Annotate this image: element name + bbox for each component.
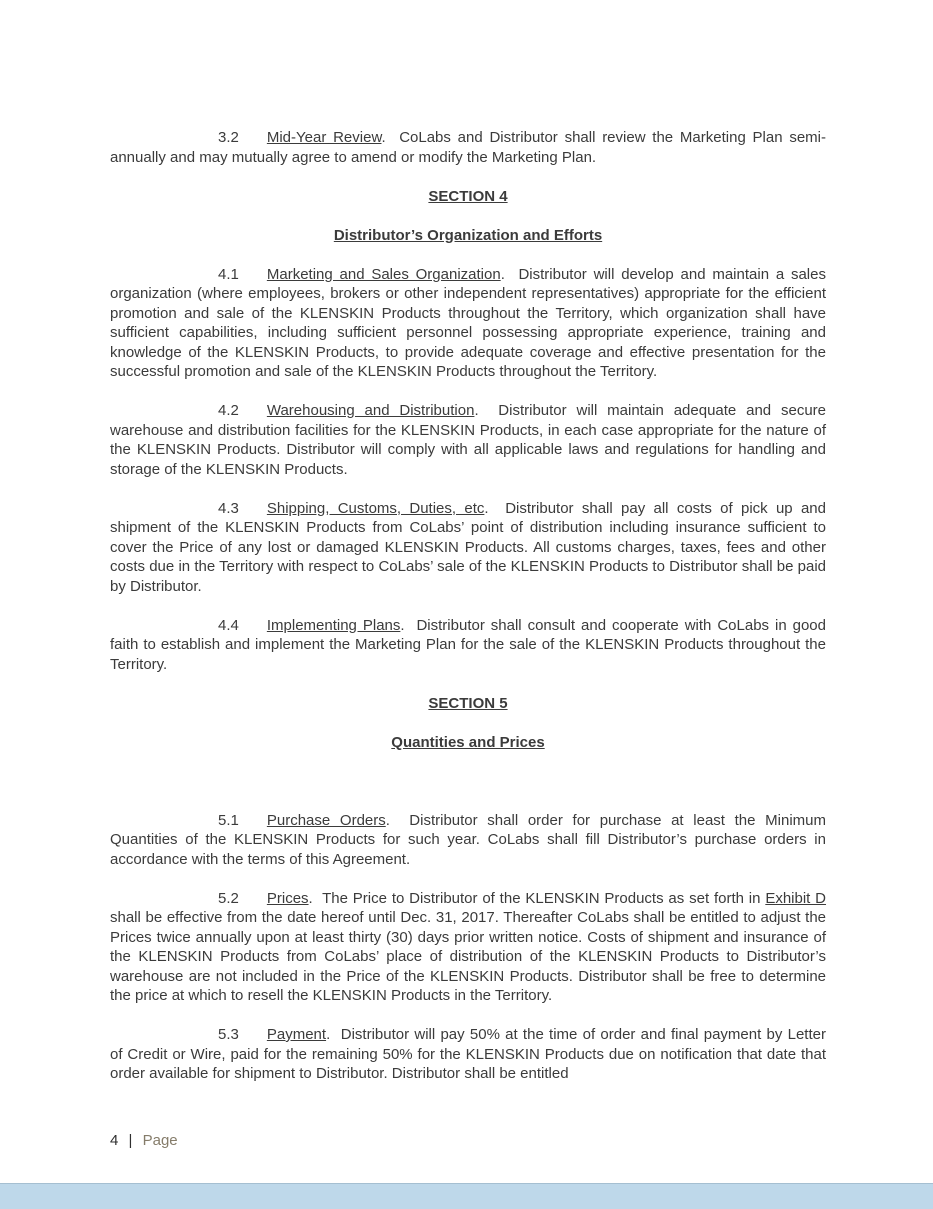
clause-number: 4.3 [218, 499, 239, 517]
clause-number: 5.3 [218, 1026, 239, 1043]
clause-title: Implementing Plans [266, 616, 401, 634]
clause-5-1: 5.1 Purchase Orders. Distributor shall order for purchase at least the Minimum Quantities of the KLENSKIN Products for such year. CoLabs shall fill Distributor’s purchase orders in accordance with the terms of this Agreement. [110, 811, 826, 868]
footer-page-number: 4 [110, 1132, 119, 1149]
clause-number: 3.2 [218, 129, 239, 146]
clause-body: The Price to Distributor of the KLENSKIN Products as set forth in Exhibit D shall be effective from the date hereof until Dec. 31, 2017. Thereafter CoLabs shall be entitled to adjust the Prices twice annually upon at least thirty (30) days prior written notice. Costs of shipment and insurance of the KLENSKIN Products from CoLabs’ place of distribution of the KLENSKIN Products to Distributor’s warehouse are not included in the Price of the KLENSKIN Products. Distributor shall be free to determine the price at which to resell the KLENSKIN Products in the Territory. [110, 889, 827, 1004]
clause-body: Distributor will maintain adequate and secure warehouse and distribution facilities for the KLENSKIN Products, in each case appropriate for the nature of the KLENSKIN Products. Distributor will comply with all applicable laws and regulations for handling and storage of the KLENSKIN Products. [110, 402, 826, 478]
clause-4-1: 4.1 Marketing and Sales Organization. Distributor will develop and maintain a sales organization (where employees, brokers or other independent representatives) appropriate for the efficient promotion and sale of the KLENSKIN Products throughout the Territory, which organization shall have sufficient capabilities, including sufficient personnel possessing appropriate experience, training and knowledge of the KLENSKIN Products, to provide adequate coverage and effective presentation for the successful promotion and sale of the KLENSKIN Products throughout the Territory. [110, 265, 826, 380]
blank-line [110, 772, 826, 792]
clause-title: Warehousing and Distribution [266, 402, 475, 419]
footer-page-label: Page [142, 1132, 178, 1149]
clause-number: 5.2 [218, 889, 239, 907]
document-body [110, 128, 826, 1103]
clause-body: Distributor will pay 50% at the time of order and final payment by Letter of Credit or Wire, paid for the remaining 50% for the KLENSKIN Products due on notification that date that order available for shipment to Distributor. Distributor shall be entitled [110, 1026, 826, 1082]
footer-separator: | [128, 1132, 133, 1149]
clause-number: 4.2 [218, 402, 239, 419]
clause-number: 4.1 [218, 265, 239, 283]
clause-5-3: 5.3 Payment. Distributor will pay 50% at the time of order and final payment by Letter of Credit or Wire, paid for the remaining 50% for the KLENSKIN Products due on notification that date that order available for shipment to Distributor. Distributor shall be entitled [110, 1026, 826, 1082]
clause-title: Marketing and Sales Organization [266, 265, 501, 283]
clause-5-2: 5.2 Prices. The Price to Distributor of the KLENSKIN Products as set forth in Exhibit D shall be effective from the date hereof until Dec. 31, 2017. Thereafter CoLabs shall be entitled to adjust the Prices twice annually upon at least thirty (30) days prior written notice. Costs of shipment and insurance of the KLENSKIN Products from CoLabs’ place of distribution of the KLENSKIN Products to Distributor’s warehouse are not included in the Price of the KLENSKIN Products. Distributor shall be free to determine the price at which to resell the KLENSKIN Products in the Territory. [110, 889, 827, 1004]
page-footer [110, 1132, 178, 1149]
section-heading [110, 187, 826, 207]
clause-3-2: 3.2 Mid-Year Review. CoLabs and Distributor shall review the Marketing Plan semi-annually and may mutually agree to amend or modify the Marketing Plan. [110, 129, 827, 166]
clause-4-2: 4.2 Warehousing and Distribution. Distributor will maintain adequate and secure warehouse and distribution facilities for the KLENSKIN Products, in each case appropriate for the nature of the KLENSKIN Products. Distributor will comply with all applicable laws and regulations for handling and storage of the KLENSKIN Products. [110, 402, 826, 478]
clause-body: CoLabs and Distributor shall review the Marketing Plan semi-annually and may mutually agree to amend or modify the Marketing Plan. [110, 129, 827, 166]
clause-title: Prices [266, 889, 309, 907]
clause-body: Distributor shall order for purchase at least the Minimum Quantities of the KLENSKIN Products for such year. CoLabs shall fill Distributor’s purchase orders in accordance with the terms of this Agreement. [110, 811, 826, 868]
heading-text: SECTION 4 [428, 187, 508, 205]
underlined-text: Exhibit D [765, 889, 827, 907]
clause-title: Purchase Orders [266, 811, 386, 829]
clause-number: 5.1 [218, 811, 239, 829]
clause-body: Distributor will develop and maintain a sales organization (where employees, brokers or other independent representatives) appropriate for the efficient promotion and sale of the KLENSKIN Products throughout the Territory, which organization shall have sufficient capabilities, including sufficient personnel possessing appropriate experience, training and knowledge of the KLENSKIN Products, to provide adequate coverage and effective presentation for the successful promotion and sale of the KLENSKIN Products throughout the Territory. [110, 265, 826, 380]
heading-text: SECTION 5 [428, 694, 508, 712]
viewer-bottom-strip [0, 1183, 933, 1209]
section-heading [110, 694, 826, 714]
section-subheading [110, 226, 826, 246]
heading-text: Quantities and Prices [391, 733, 545, 751]
clause-body: Distributor shall pay all costs of pick up and shipment of the KLENSKIN Products from CoLabs’ point of distribution including insurance sufficient to cover the Price of any lost or damaged KLENSKIN Products. All customs charges, taxes, fees and other costs due in the Territory with respect to CoLabs’ sale of the KLENSKIN Products to Distributor shall be paid by Distributor. [110, 499, 826, 595]
clause-title: Mid-Year Review [266, 129, 382, 146]
clause-title: Shipping, Customs, Duties, etc [266, 499, 485, 517]
clause-4-3: 4.3 Shipping, Customs, Duties, etc. Distributor shall pay all costs of pick up and shipment of the KLENSKIN Products from CoLabs’ point of distribution including insurance sufficient to cover the Price of any lost or damaged KLENSKIN Products. All customs charges, taxes, fees and other costs due in the Territory with respect to CoLabs’ sale of the KLENSKIN Products to Distributor shall be paid by Distributor. [110, 499, 826, 595]
clause-number: 4.4 [218, 616, 239, 634]
heading-text: Distributor’s Organization and Efforts [333, 226, 603, 244]
clause-title: Payment [266, 1026, 327, 1043]
section-subheading [110, 733, 826, 753]
clause-4-4: 4.4 Implementing Plans. Distributor shall consult and cooperate with CoLabs in good faith to establish and implement the Marketing Plan for the sale of the KLENSKIN Products throughout the Territory. [110, 616, 826, 673]
clause-body: Distributor shall consult and cooperate with CoLabs in good faith to establish and implement the Marketing Plan for the sale of the KLENSKIN Products throughout the Territory. [110, 616, 826, 673]
